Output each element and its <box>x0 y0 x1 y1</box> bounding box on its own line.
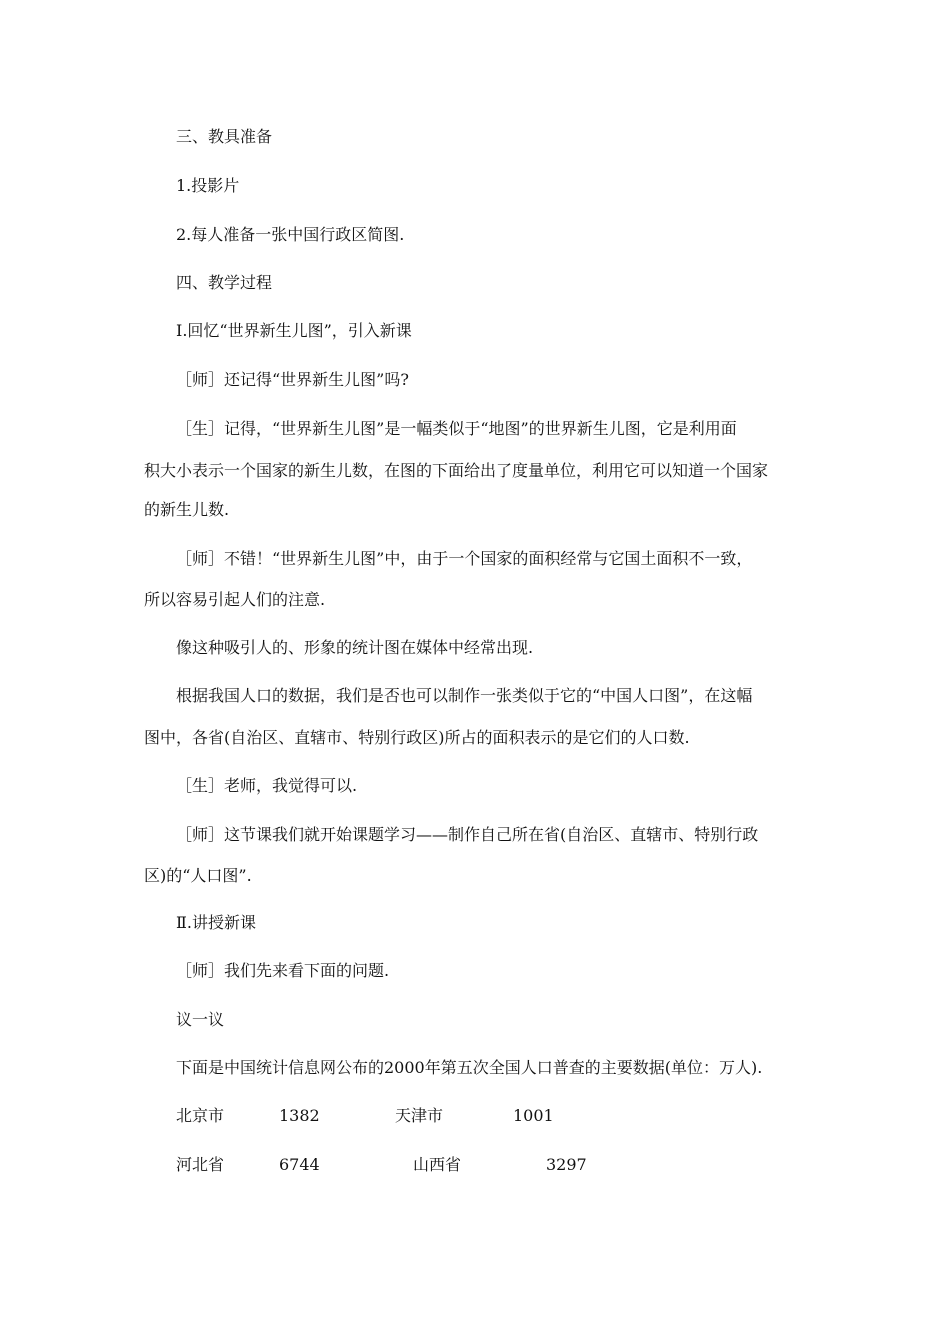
table-cell-population: 1001 <box>513 1106 554 1125</box>
section-heading-teaching-aids: 三、教具准备 <box>176 127 273 146</box>
table-cell-province: 河北省 <box>176 1155 225 1174</box>
table-cell-province: 天津市 <box>395 1106 444 1125</box>
table-cell-province: 北京市 <box>176 1106 225 1125</box>
paragraph-line: 区)的“人口图”. <box>144 866 252 885</box>
paragraph-line: ［师］还记得“世界新生儿图”吗? <box>176 370 409 389</box>
list-item-map: 2.每人准备一张中国行政区简图. <box>176 225 405 244</box>
table-cell-province: 山西省 <box>413 1155 462 1174</box>
paragraph-line: 像这种吸引人的、形象的统计图在媒体中经常出现. <box>176 638 534 657</box>
paragraph-line: 积大小表示一个国家的新生儿数，在图的下面给出了度量单位，利用它可以知道一个国家 <box>144 461 769 480</box>
subheading-new-lesson: Ⅱ.讲授新课 <box>176 913 256 932</box>
paragraph-line: ［师］我们先来看下面的问题. <box>176 961 390 980</box>
paragraph-line: 下面是中国统计信息网公布的2000年第五次全国人口普查的主要数据(单位：万人). <box>176 1058 763 1077</box>
paragraph-line: ［师］这节课我们就开始课题学习——制作自己所在省(自治区、直辖市、特别行政 <box>176 825 759 844</box>
paragraph-line: ［生］记得，“世界新生儿图”是一幅类似于“地图”的世界新生儿图，它是利用面 <box>176 419 737 438</box>
paragraph-line: ［生］老师，我觉得可以. <box>176 776 358 795</box>
paragraph-line: ［师］不错！“世界新生儿图”中，由于一个国家的面积经常与它国土面积不一致， <box>176 549 753 568</box>
table-cell-population: 1382 <box>279 1106 320 1125</box>
table-cell-population: 3297 <box>546 1155 587 1174</box>
subheading-discussion: 议一议 <box>176 1010 225 1029</box>
table-cell-population: 6744 <box>279 1155 320 1174</box>
paragraph-line: 图中，各省(自治区、直辖市、特别行政区)所占的面积表示的是它们的人口数. <box>144 728 690 747</box>
subheading-review: Ⅰ.回忆“世界新生儿图”，引入新课 <box>176 321 412 340</box>
paragraph-line: 所以容易引起人们的注意. <box>144 590 326 609</box>
section-heading-teaching-process: 四、教学过程 <box>176 273 273 292</box>
list-item-projector: 1.投影片 <box>176 176 240 195</box>
paragraph-line: 根据我国人口的数据，我们是否也可以制作一张类似于它的“中国人口图”，在这幅 <box>176 686 753 705</box>
paragraph-line: 的新生儿数. <box>144 500 230 519</box>
